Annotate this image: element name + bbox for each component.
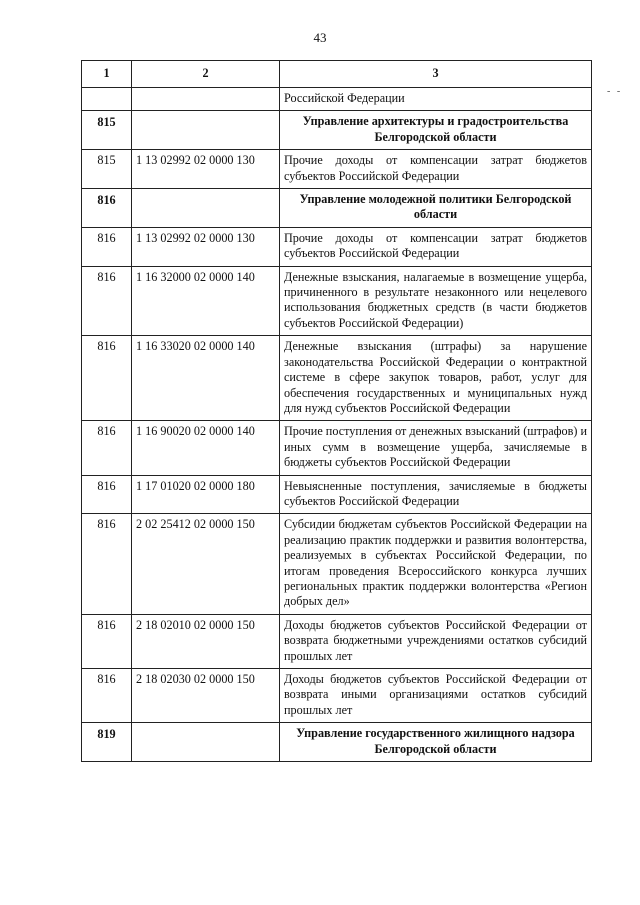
admin-code-cell: 819 [82,723,132,762]
table-row [82,475,592,514]
admin-code-cell: 816 [82,475,132,514]
table-row [82,614,592,668]
description-cell: Управление государственного жилищного надзора Белгородской области [280,723,592,762]
admin-code-cell: 815 [82,111,132,150]
admin-code-cell: 815 [82,150,132,189]
income-code-cell: 1 13 02992 02 0000 130 [132,150,280,189]
description-cell: Прочие доходы от компенсации затрат бюджетов субъектов Российской Федерации [280,227,592,266]
admin-code-cell: 816 [82,421,132,475]
table-row [82,336,592,421]
table-section-header-row [82,723,592,762]
income-code-cell: 1 13 02992 02 0000 130 [132,227,280,266]
table-row [82,514,592,614]
admin-code-cell [82,88,132,111]
admin-code-cell: 816 [82,266,132,336]
description-cell: Прочие доходы от компенсации затрат бюджетов субъектов Российской Федерации [280,150,592,189]
table-row [82,150,592,189]
income-code-cell: 1 17 01020 02 0000 180 [132,475,280,514]
table-row [82,266,592,336]
admin-code-cell: 816 [82,227,132,266]
column-header-2: 2 [132,61,280,88]
income-code-cell [132,189,280,228]
income-code-cell [132,88,280,111]
income-code-cell: 2 18 02010 02 0000 150 [132,614,280,668]
income-code-cell [132,723,280,762]
description-cell: Доходы бюджетов субъектов Российской Федерации от возврата бюджетными учреждениями остатков субсидий прошлых лет [280,614,592,668]
description-cell: Денежные взыскания (штрафы) за нарушение законодательства Российской Федерации о контрактной системе в сфере закупок товаров, работ, услуг для обеспечения государственных и муниципальных нужд для нужд субъектов Российской Федерации [280,336,592,421]
income-code-cell: 2 18 02030 02 0000 150 [132,669,280,723]
income-code-cell: 2 02 25412 02 0000 150 [132,514,280,614]
table-section-header-row [82,111,592,150]
table-header-row [82,61,592,88]
admin-code-cell: 816 [82,614,132,668]
description-cell: Управление молодежной политики Белгородской области [280,189,592,228]
admin-code-cell: 816 [82,514,132,614]
description-cell: Прочие поступления от денежных взысканий (штрафов) и иных сумм в возмещение ущерба, зачисляемые в бюджеты субъектов Российской Федерации [280,421,592,475]
column-header-1: 1 [82,61,132,88]
description-cell: Невыясненные поступления, зачисляемые в бюджеты субъектов Российской Федерации [280,475,592,514]
admin-code-cell: 816 [82,669,132,723]
description-cell: Управление архитектуры и градостроительства Белгородской области [280,111,592,150]
table-row [82,227,592,266]
income-code-cell [132,111,280,150]
income-codes-table [81,60,592,762]
table-row [82,669,592,723]
description-cell: Денежные взыскания, налагаемые в возмещение ущерба, причиненного в результате незаконного или нецелевого использования бюджетных средств (в части бюджетов субъектов Российской Федерации) [280,266,592,336]
description-cell: Российской Федерации [280,88,592,111]
income-code-cell: 1 16 33020 02 0000 140 [132,336,280,421]
table-row [82,88,592,111]
admin-code-cell: 816 [82,189,132,228]
table-section-header-row [82,189,592,228]
admin-code-cell: 816 [82,336,132,421]
column-header-3: 3 [280,61,592,88]
table-row [82,421,592,475]
description-cell: Субсидии бюджетам субъектов Российской Федерации на реализацию практик поддержки и развития волонтерства, реализуемых в субъектах Российской Федерации, по итогам проведения Всероссийского конкурса лучших региональных практик поддержки волонтерства «Регион добрых дел» [280,514,592,614]
income-code-cell: 1 16 32000 02 0000 140 [132,266,280,336]
margin-marks: - - [607,86,623,97]
page-number: 43 [313,30,327,45]
income-code-cell: 1 16 90020 02 0000 140 [132,421,280,475]
description-cell: Доходы бюджетов субъектов Российской Федерации от возврата иными организациями остатков субсидий прошлых лет [280,669,592,723]
